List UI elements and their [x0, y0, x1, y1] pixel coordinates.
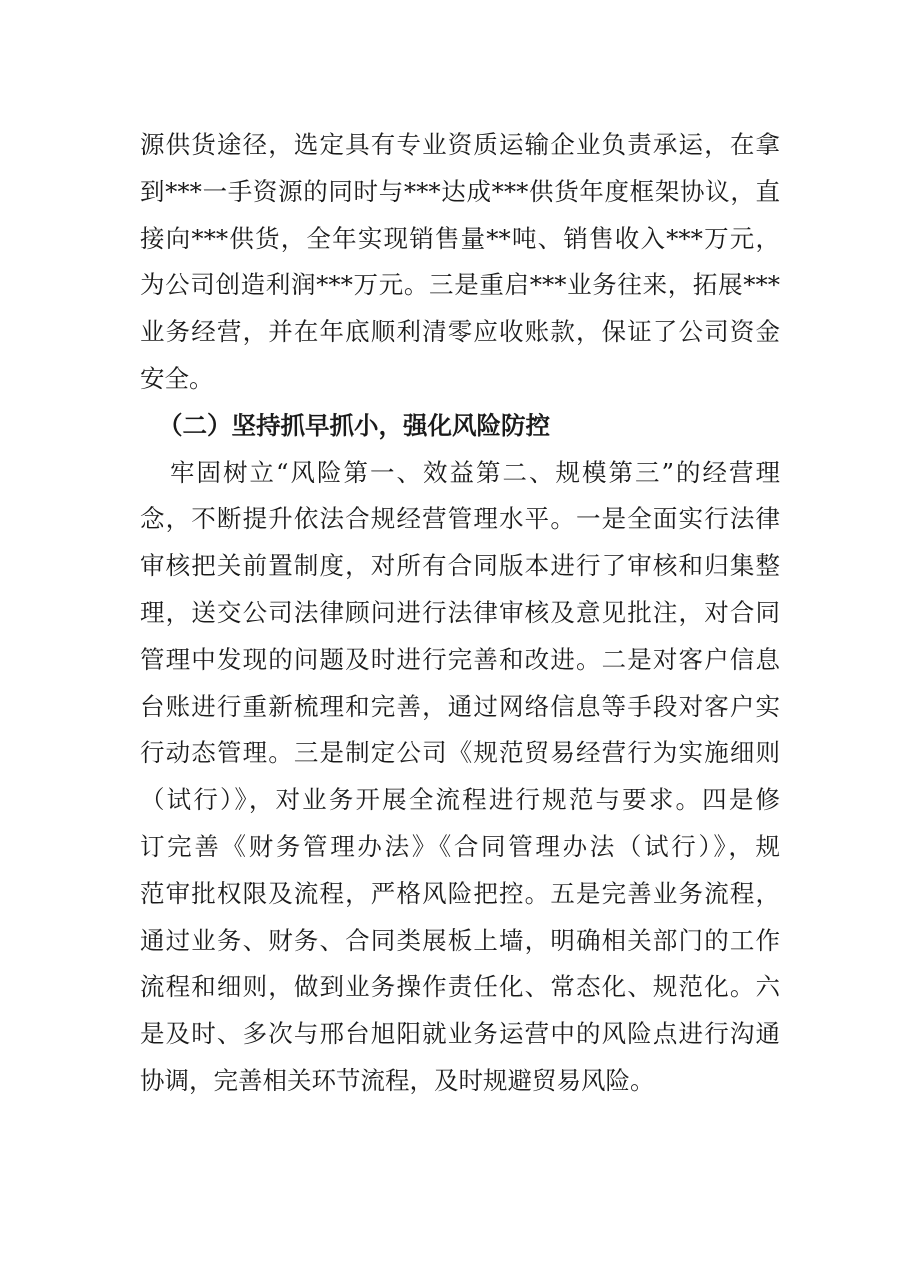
paragraph-line: 牢固树立“风险第一、效益第二、规模第三”的经营理 [170, 457, 780, 487]
paragraph-line: 通过业务、财务、合同类展板上墙，明确相关部门的工作 [140, 925, 780, 955]
paragraph-line: （试行）》，对业务开展全流程进行规范与要求。四是修 [140, 785, 780, 815]
paragraph-line: 到***一手资源的同时与***达成***供货年度框架协议，直 [140, 176, 780, 206]
paragraph-line: 理，送交公司法律顾问进行法律审核及意见批注，对合同 [140, 597, 780, 627]
paragraph-line: 范审批权限及流程，严格风险把控。五是完善业务流程， [140, 878, 780, 908]
section-heading: （二）坚持抓早抓小，强化风险防控 [158, 410, 550, 440]
paragraph-line: 审核把关前置制度，对所有合同版本进行了审核和归集整 [140, 551, 780, 581]
paragraph-continuation [140, 122, 780, 403]
paragraph-line: 安全。 [140, 363, 214, 393]
paragraph-line: 管理中发现的问题及时进行完善和改进。二是对客户信息 [140, 644, 780, 674]
paragraph-line: 业务经营，并在年底顺利清零应收账款，保证了公司资金 [140, 317, 780, 347]
paragraph-line: 流程和细则，做到业务操作责任化、常态化、规范化。六 [140, 972, 780, 1002]
paragraph-line: 行动态管理。三是制定公司《规范贸易经营行为实施细则 [140, 738, 780, 768]
paragraph-line: 源供货途径，选定具有专业资质运输企业负责承运，在拿 [140, 130, 780, 159]
paragraph-line: 台账进行重新梳理和完善，通过网络信息等手段对客户实 [140, 691, 780, 721]
paragraph-line: 念，不断提升依法合规经营管理水平。一是全面实行法律 [140, 504, 780, 534]
paragraph-line: 为公司创造利润***万元。三是重启***业务往来，拓展*** [140, 270, 780, 300]
paragraph-line: 接向***供货，全年实现销售量**吨、销售收入***万元， [140, 223, 780, 253]
document-body [140, 122, 780, 1105]
paragraph-line: 订完善《财务管理办法》《合同管理办法（试行）》，规 [140, 831, 780, 861]
paragraph-line: 协调，完善相关环节流程，及时规避贸易风险。 [140, 1065, 655, 1095]
paragraph-risk-control [140, 450, 780, 1105]
paragraph-line: 是及时、多次与邢台旭阳就业务运营中的风险点进行沟通 [140, 1019, 780, 1049]
